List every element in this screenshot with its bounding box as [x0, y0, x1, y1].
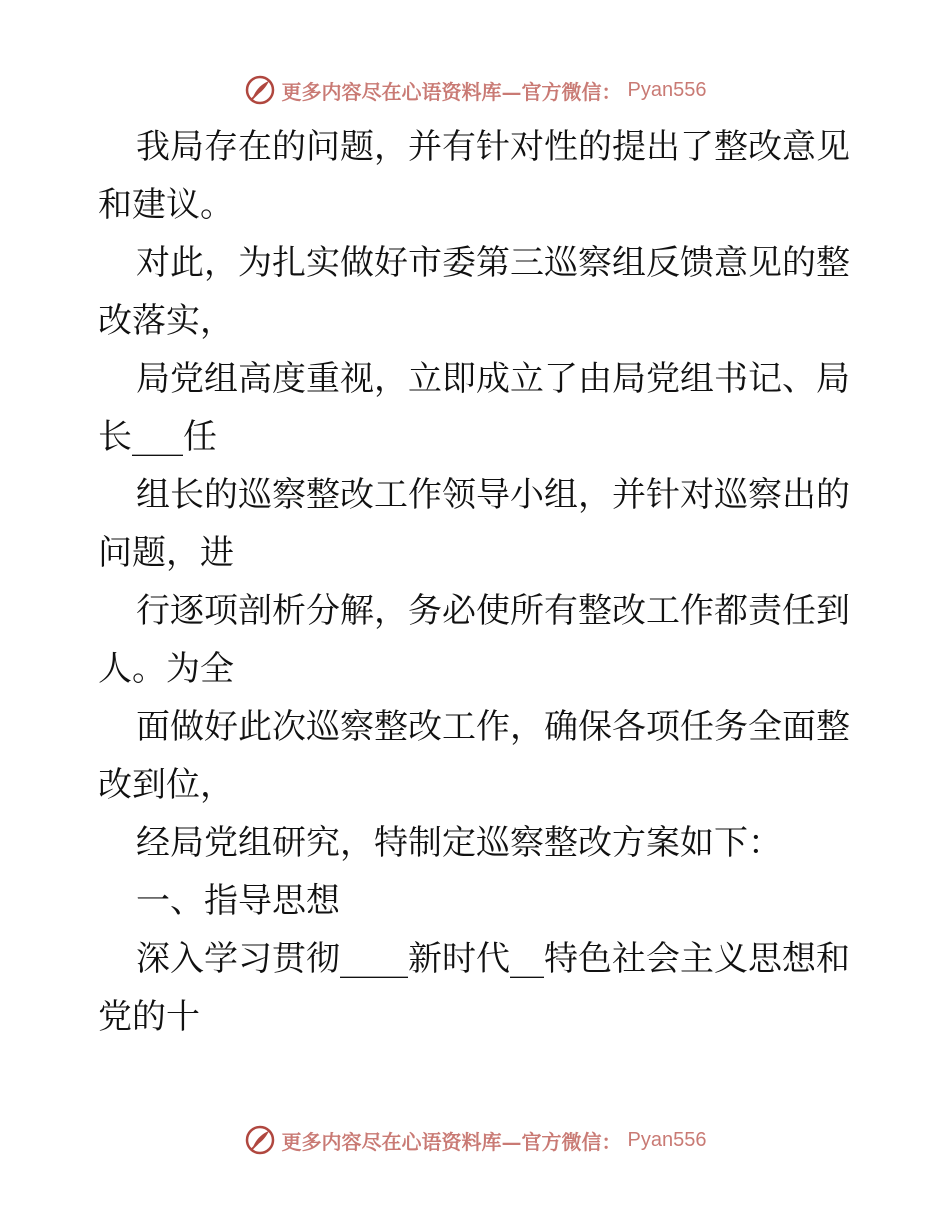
feather-logo-icon	[244, 74, 276, 106]
section-heading: 一、指导思想	[136, 881, 340, 921]
paragraph: 组长的巡察整改工作领导小组，并针对巡察出的问题，进	[98, 475, 850, 573]
paragraph: 行逐项剖析分解，务必使所有整改工作都责任到人。为全	[98, 591, 850, 689]
banner-text: 更多内容尽在心语资料库—官方微信：	[281, 1129, 622, 1154]
paragraph: 经局党组研究，特制定巡察整改方案如下：	[136, 823, 782, 863]
paragraph: 对此，为扎实做好市委第三巡察组反馈意见的整改落实，	[98, 243, 850, 341]
banner-wechat-id: Pyan556	[627, 78, 707, 101]
footer-watermark	[0, 1120, 950, 1160]
document-body	[98, 118, 858, 1046]
feather-logo-icon	[244, 1124, 276, 1156]
paragraph: 面做好此次巡察整改工作，确保各项任务全面整改到位，	[98, 707, 850, 805]
header-watermark	[0, 70, 950, 110]
banner-text: 更多内容尽在心语资料库—官方微信：	[281, 79, 622, 104]
paragraph: 我局存在的问题，并有针对性的提出了整改意见和建议。	[98, 127, 850, 225]
paragraph: 深入学习贯彻____新时代__特色社会主义思想和党的十	[98, 939, 850, 1037]
banner-wechat-id: Pyan556	[627, 1128, 707, 1151]
paragraph: 局党组高度重视，立即成立了由局党组书记、局长___任	[98, 359, 850, 457]
